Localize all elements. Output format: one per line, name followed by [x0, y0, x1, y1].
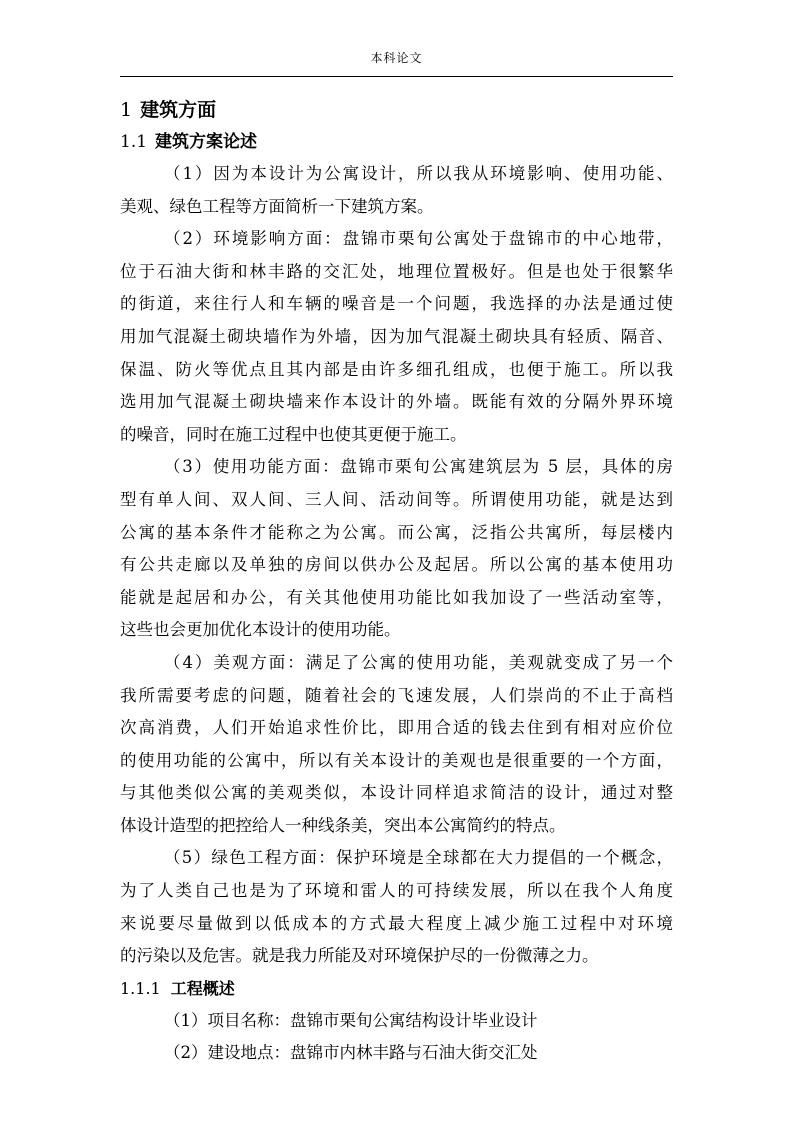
text-line: 的街道，来往行人和车辆的噪音是一个问题，我选择的办法是通过使: [120, 294, 673, 314]
text-line: （1）因为本设计为公寓设计，所以我从环境影响、使用功能、: [164, 164, 673, 183]
text-line: 的污染以及危害。就是我力所能及对环境保护尽的一份微薄之力。: [120, 946, 599, 966]
text-line: （2）环境影响方面：盘锦市栗旬公寓处于盘锦市的中心地带，: [164, 229, 673, 249]
text-line: 选用加气混凝土砌块墙来作本设计的外墙。既能有效的分隔外界环境: [120, 392, 673, 412]
text-line: 的噪音，同时在施工过程中也使其更便于施工。: [120, 424, 467, 444]
section-title: 工程概述: [170, 978, 235, 998]
text-line: 公寓的基本条件才能称之为公寓。而公寓，泛指公共寓所，每层楼内: [120, 522, 673, 542]
paragraph-green: [120, 842, 673, 972]
paragraph-project-name: [120, 1005, 673, 1038]
text-line: 位于石油大街和林丰路的交汇处，地理位置极好。但是也处于很繁华: [120, 261, 673, 281]
text-line: （4）美观方面：满足了公寓的使用功能，美观就变成了另一个: [164, 652, 673, 672]
section-number: 1: [120, 99, 133, 121]
text-line: 的使用功能的公寓中，所以有关本设计的美观也是很重要的一个方面，: [120, 750, 673, 770]
paragraph-function: [120, 451, 673, 647]
text-line: （3）使用功能方面：盘锦市栗旬公寓建筑层为 5 层，具体的房: [164, 457, 673, 477]
paragraph-overview: [120, 158, 673, 223]
section-heading-1: [120, 94, 673, 126]
text-line: 型有单人间、双人间、三人间、活动间等。所谓使用功能，就是达到: [120, 489, 673, 509]
paragraph-aesthetics: [120, 647, 673, 843]
text-line: 这些也会更加优化本设计的使用功能。: [120, 620, 401, 640]
header-divider: [120, 76, 673, 77]
text-line: （5）绿色工程方面：保护环境是全球都在大力提倡的一个概念，: [164, 848, 673, 868]
paragraph-project-location: [120, 1037, 673, 1070]
paragraph-environment: [120, 223, 673, 451]
text-line: （2）建设地点：盘锦市内林丰路与石油大街交汇处: [164, 1043, 538, 1063]
text-line: 保温、防火等优点且其内部是由许多细孔组成，也便于施工。所以我: [120, 359, 673, 379]
text-line: 能就是起居和办公，有关其他使用功能比如我加设了一些活动室等，: [120, 587, 673, 607]
text-line: 体设计造型的把控给人一种线条美，突出本公寓简约的特点。: [120, 815, 566, 835]
text-line: 次高消费，人们开始追求性价比，即用合适的钱去住到有相对应价位: [120, 718, 673, 738]
section-title: 建筑方案论述: [155, 132, 258, 152]
text-line: 为了人类自己也是为了环境和雷人的可持续发展，所以在我个人角度: [120, 881, 673, 901]
text-line: 有公共走廊以及单独的房间以供办公及起居。所以公寓的基本使用功: [120, 555, 673, 575]
text-line: 美观、绿色工程等方面简析一下建筑方案。: [120, 196, 434, 216]
text-line: （1）项目名称：盘锦市栗旬公寓结构设计毕业设计: [164, 1010, 538, 1030]
section-title: 建筑方面: [140, 99, 217, 121]
text-line: 我所需要考虑的问题，随着社会的飞速发展，人们崇尚的不止于高档: [120, 685, 673, 705]
text-line: 来说要尽量做到以低成本的方式最大程度上减少施工过程中对环境: [120, 913, 673, 933]
text-line: 用加气混凝土砌块墙作为外墙，因为加气混凝土砌块具有轻质、隔音、: [120, 326, 673, 346]
section-number: 1.1: [120, 132, 148, 152]
section-number: 1.1.1: [120, 978, 161, 998]
text-line: 与其他类似公寓的美观类似，本设计同样追求简洁的设计，通过对整: [120, 783, 673, 803]
section-heading-1-1-1: [120, 973, 673, 1005]
document-body: [120, 94, 673, 1070]
page-header-title: 本科论文: [370, 51, 423, 65]
section-heading-1-1: [120, 126, 673, 158]
